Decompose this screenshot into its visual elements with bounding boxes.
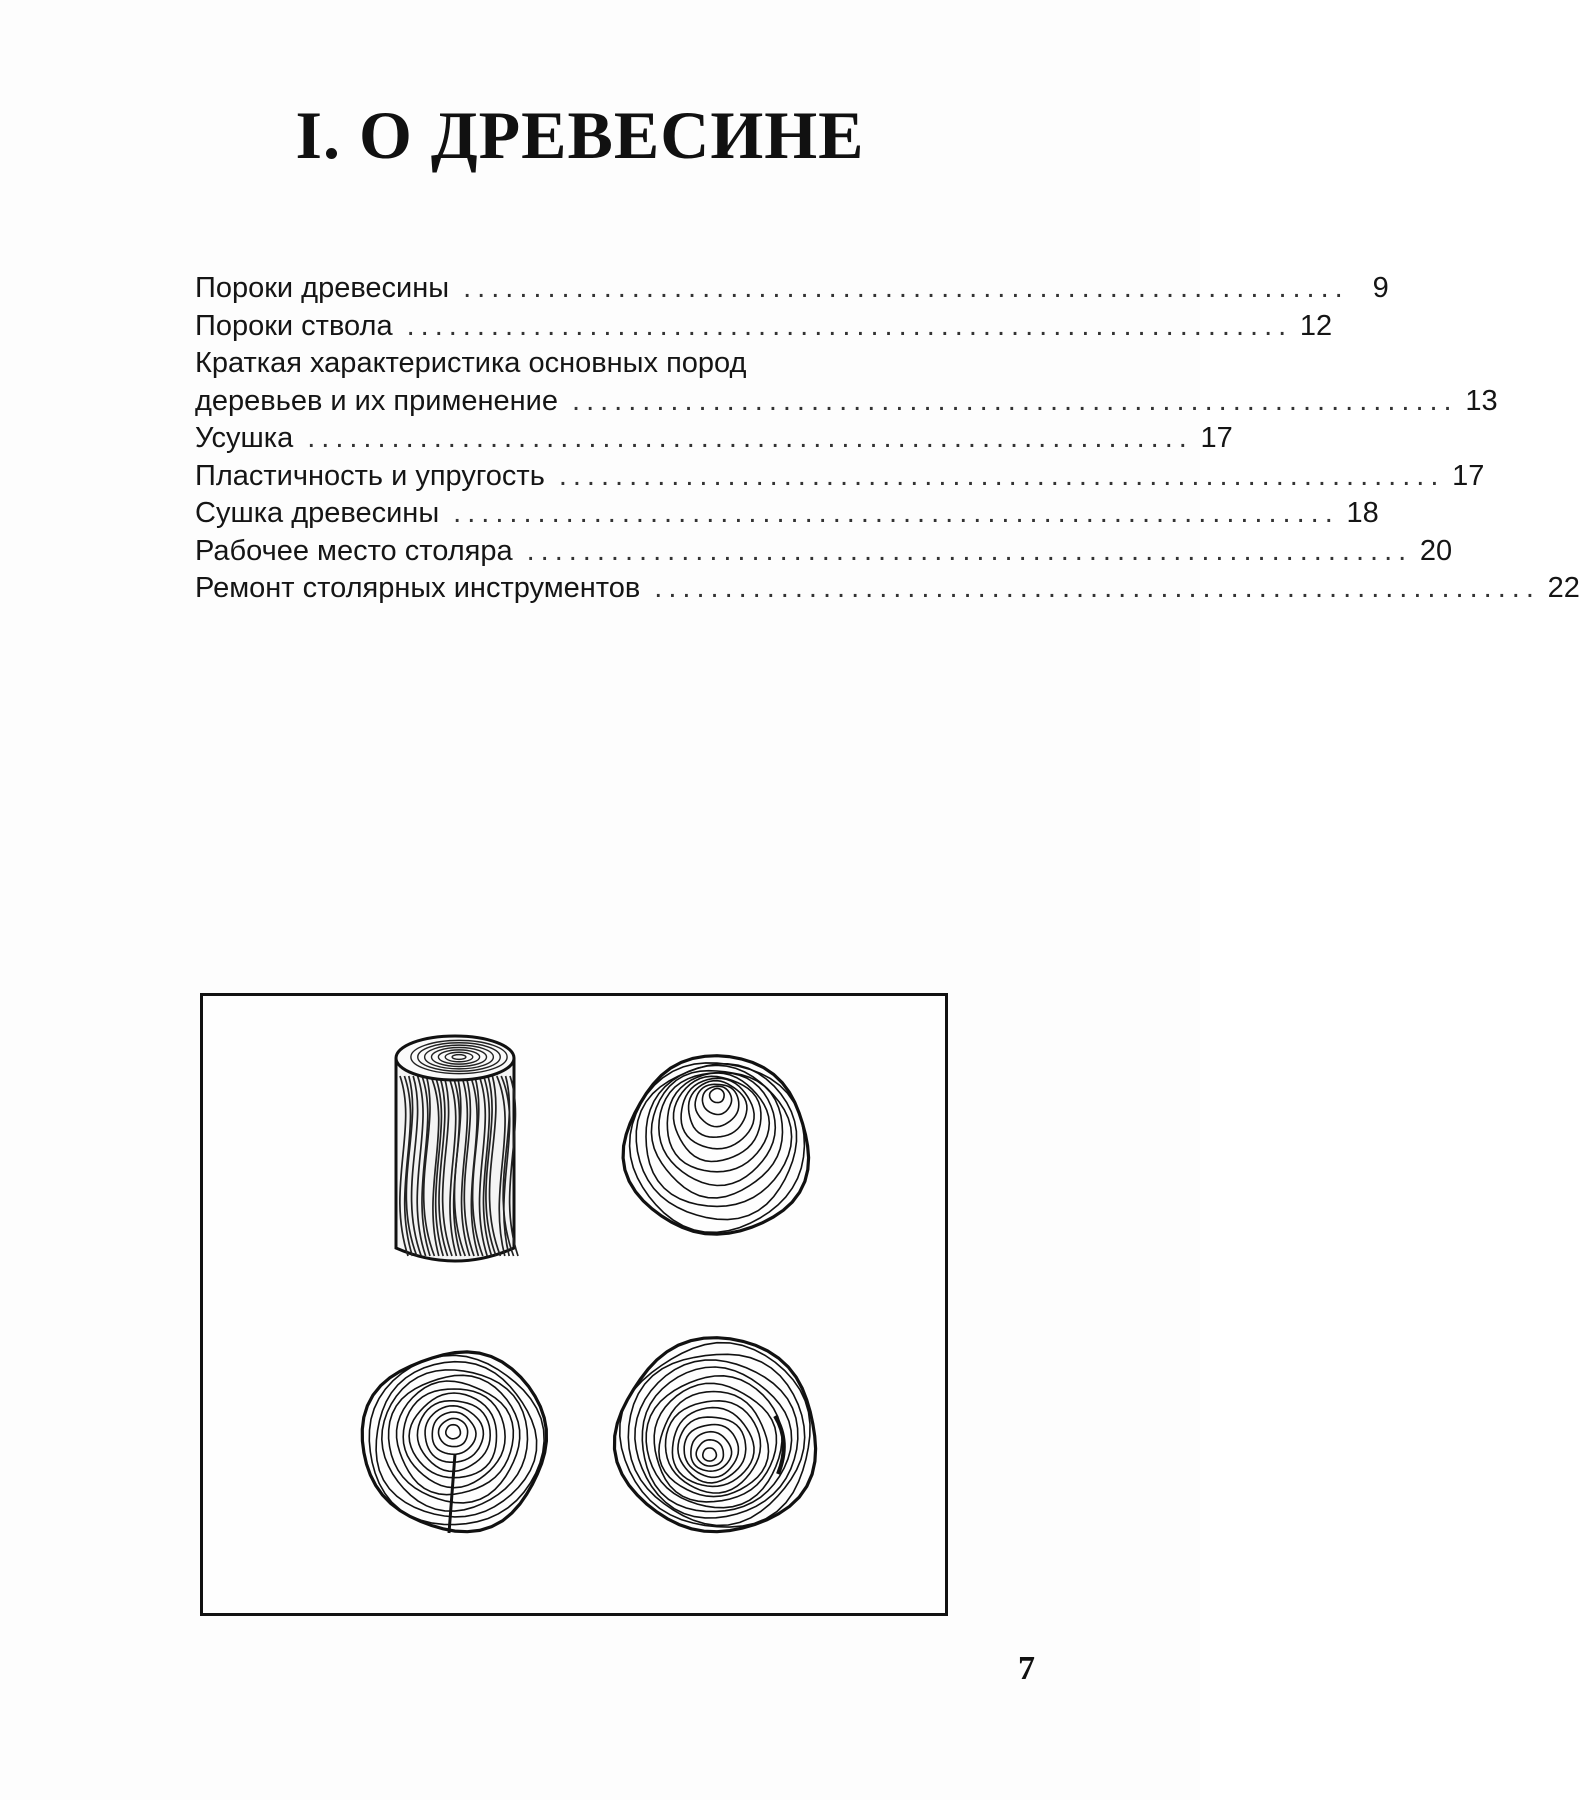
toc-entry-page: 17 <box>1200 422 1233 454</box>
toc-leader-dots: ............................................................... <box>406 309 1293 342</box>
toc-entry-line2 <box>195 383 1498 421</box>
toc-leader-dots: ............................................................... <box>558 459 1445 492</box>
toc-entry-page: 13 <box>1465 384 1498 417</box>
toc-leader-dots: ............................................................... <box>463 272 1349 304</box>
toc-entry-title: Сушка древесины <box>195 497 440 529</box>
toc-entry-title: Пороки древесины <box>195 272 450 304</box>
growth-ring <box>446 1425 461 1439</box>
toc-entry[interactable] <box>195 570 1580 608</box>
toc-entry[interactable] <box>195 270 1389 308</box>
page-number: 7 <box>1018 1650 1035 1687</box>
toc-entry[interactable] <box>195 533 1453 571</box>
log-cross-section-double-core <box>615 1338 816 1532</box>
illustration-frame <box>200 993 948 1616</box>
toc-entry-page: 22 <box>1547 572 1580 604</box>
growth-ring <box>678 1417 746 1483</box>
toc-entry[interactable] <box>195 308 1333 346</box>
growth-ring <box>439 1418 468 1446</box>
toc-entry[interactable] <box>195 495 1379 533</box>
table-of-contents <box>195 270 1580 608</box>
toc-entry-title-line1: Краткая характеристика основных пород <box>195 347 747 379</box>
toc-entry[interactable] <box>195 458 1485 496</box>
growth-ring <box>703 1448 717 1461</box>
toc-entry-page: 9 <box>1372 272 1389 304</box>
toc-leader-dots: ............................................................... <box>453 497 1339 529</box>
toc-entry-page: 20 <box>1419 534 1453 567</box>
toc-entry-title: Ремонт столярных инструментов <box>195 572 641 604</box>
toc-entry-multiline[interactable] <box>195 345 1498 420</box>
growth-ring <box>646 1376 782 1508</box>
toc-entry-page: 12 <box>1299 309 1333 342</box>
growth-ring <box>642 1367 791 1512</box>
chapter-title: I. О ДРЕВЕСИНЕ <box>295 97 865 173</box>
toc-entry-title: Усушка <box>195 422 294 454</box>
log-cylinder-illustration <box>396 1036 518 1261</box>
growth-ring <box>702 1086 731 1114</box>
toc-entry-page: 17 <box>1452 459 1485 492</box>
wood-illustrations <box>203 996 945 1613</box>
growth-ring <box>651 1071 782 1198</box>
growth-ring <box>369 1355 544 1524</box>
toc-entry-title: Пороки ствола <box>195 309 393 342</box>
log-cross-section-offset-core <box>623 1056 809 1235</box>
toc-leader-dots: ............................................................... <box>526 534 1413 567</box>
toc-leader-dots: ............................................................... <box>654 572 1540 604</box>
toc-leader-dots: ............................................................... <box>307 422 1193 454</box>
toc-leader-dots: ............................................................... <box>572 384 1458 417</box>
toc-entry[interactable] <box>195 420 1233 458</box>
growth-ring <box>695 1084 739 1126</box>
growth-ring <box>696 1440 723 1466</box>
log-cross-section-crack <box>362 1352 546 1533</box>
toc-entry-title: Пластичность и упругость <box>195 459 545 492</box>
growth-ring <box>710 1088 725 1102</box>
toc-entry-title-line2: деревьев и их применение <box>195 384 559 417</box>
toc-entry-page: 18 <box>1346 497 1379 529</box>
toc-entry-title: Рабочее место столяра <box>195 534 513 567</box>
